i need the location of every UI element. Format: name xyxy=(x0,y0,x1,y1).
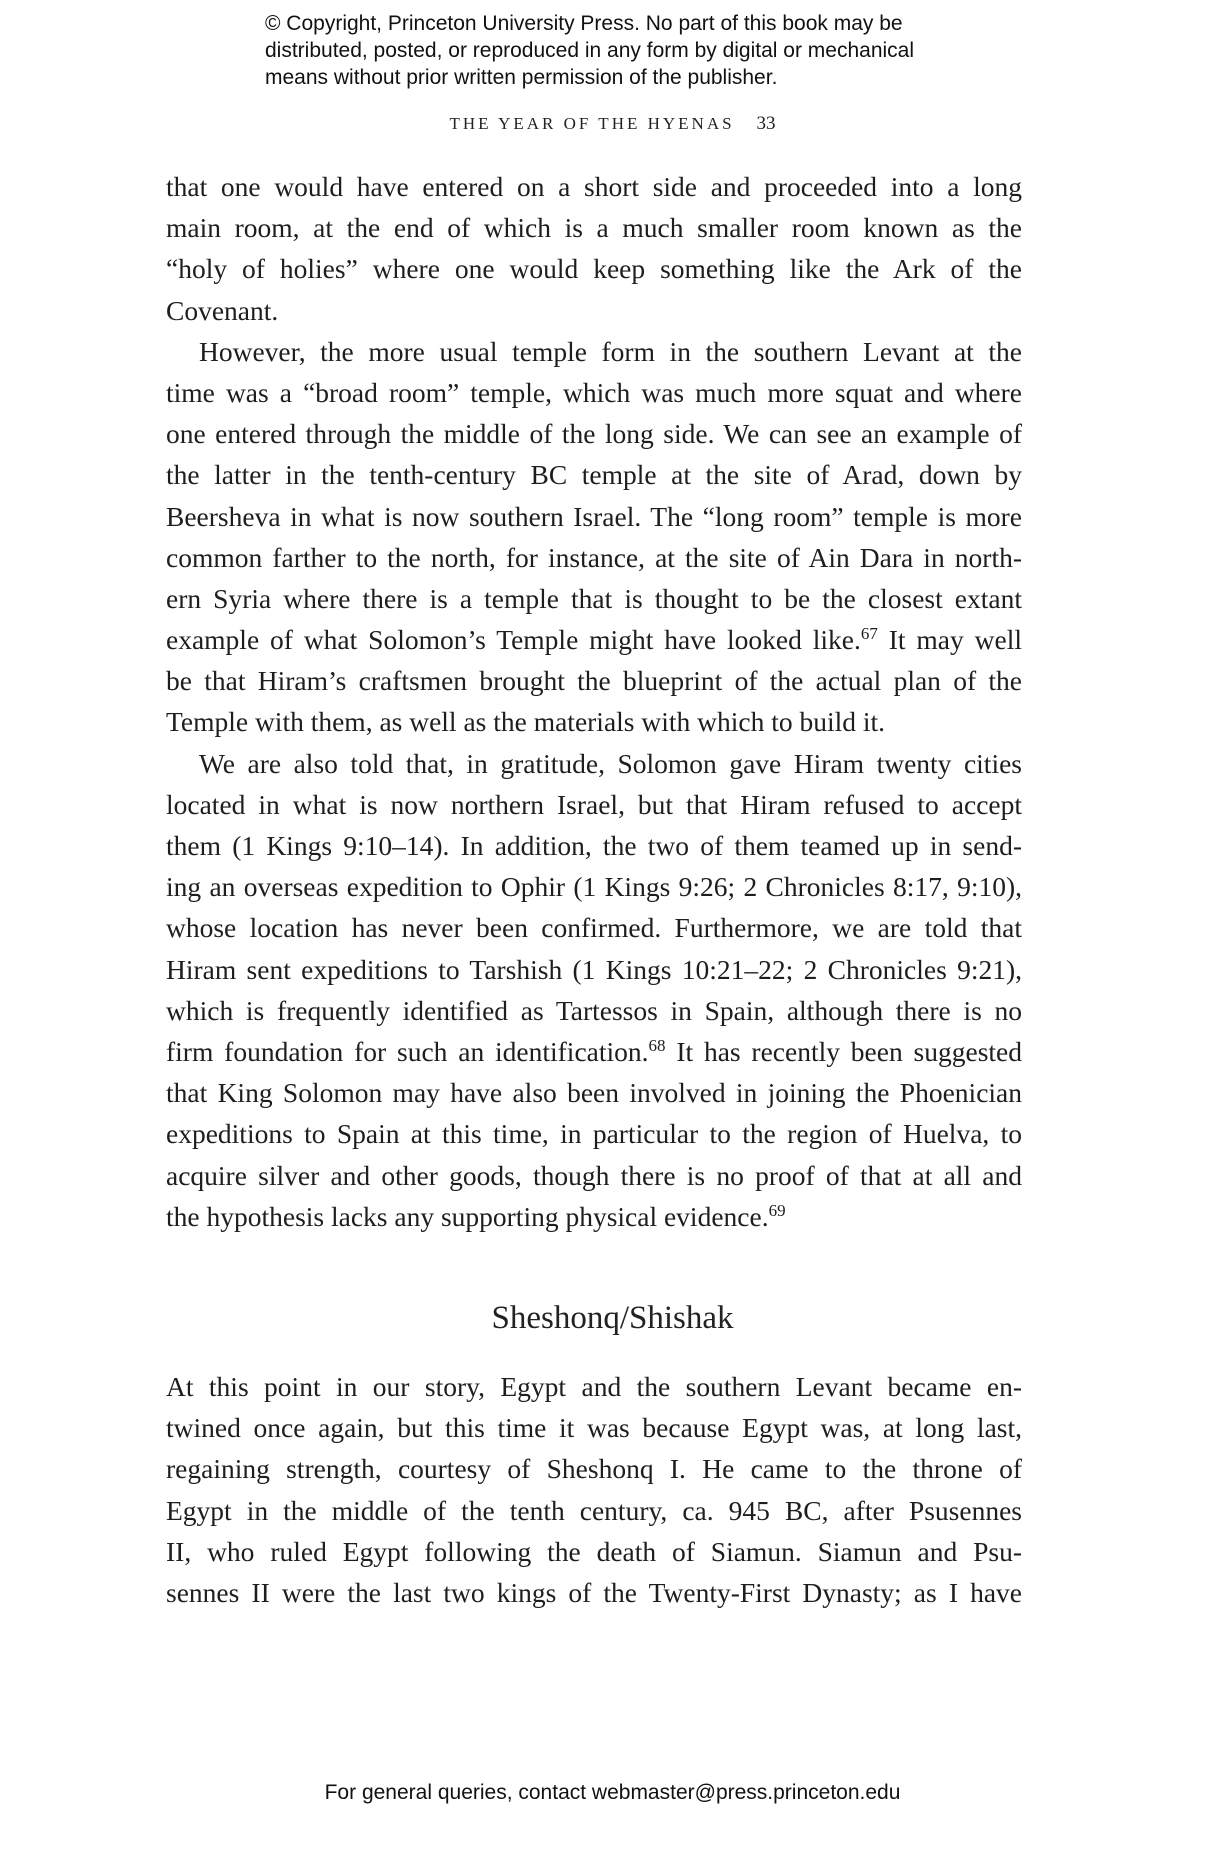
text-line xyxy=(166,990,1022,1031)
line-text: Hiram sent expeditions to Tarshish (1 Kings 10:21–22; 2 Chronicles 9:21), xyxy=(166,953,1022,985)
running-head-title: THE YEAR OF THE HYENAS xyxy=(449,114,735,133)
text-line xyxy=(166,825,1022,866)
line-text: acquire silver and other goods, though there is no proof of that at all and xyxy=(166,1159,1022,1191)
text-line xyxy=(166,1448,1022,1489)
line-text: which is frequently identified as Tartessos in Spain, although there is no xyxy=(166,994,1022,1026)
text-line xyxy=(166,1490,1022,1531)
line-text: At this point in our story, Egypt and the southern Levant became en- xyxy=(166,1371,1022,1402)
text-line xyxy=(166,701,1022,742)
line-text: sennes II were the last two kings of the Twenty-First Dynasty; as I have xyxy=(166,1576,1022,1608)
line-text: We are also told that, in gratitude, Solomon gave Hiram twenty cities xyxy=(199,747,1022,779)
line-text: common farther to the north, for instance, at the site of Ain Dara in north- xyxy=(166,541,1022,573)
line-text: firm foundation for such an identification. xyxy=(166,1035,649,1067)
footer-contact: For general queries, contact webmaster@press.princeton.edu xyxy=(324,1781,901,1804)
line-text: II, who ruled Egypt following the death of Siamun. Siamun and Psu- xyxy=(166,1535,1022,1567)
line-text: whose location has never been confirmed. Furthermore, we are told that xyxy=(166,912,1022,944)
text-line xyxy=(166,248,1022,289)
text-line xyxy=(166,496,1022,537)
line-text: It may well xyxy=(877,624,1022,656)
line-text: example of what Solomon’s Temple might have looked like. xyxy=(166,624,861,656)
line-text: regaining strength, courtesy of Sheshonq I. He came to the throne of xyxy=(166,1453,1022,1485)
line-text: Beersheva in what is now southern Israel. The “long room” temple is more xyxy=(166,500,1022,532)
running-head xyxy=(0,113,1225,135)
copyright-line: means without prior written permission of the publisher. xyxy=(265,66,778,89)
text-line xyxy=(166,1531,1022,1572)
line-text: them (1 Kings 9:10–14). In addition, the two of them teamed up in send- xyxy=(166,830,1022,861)
line-text: expeditions to Spain at this time, in particular to the region of Huelva, to xyxy=(166,1118,1022,1150)
line-text: the latter in the tenth-century BC temple at the site of Arad, down by xyxy=(166,459,1022,491)
line-text: that King Solomon may have also been involved in joining the Phoenician xyxy=(166,1077,1022,1109)
text-line xyxy=(166,207,1022,248)
line-text: that one would have entered on a short side and proceeded into a long xyxy=(166,171,1022,202)
line-text: the hypothesis lacks any supporting physical evidence. xyxy=(166,1200,769,1232)
line-text: Egypt in the middle of the tenth century, ca. 945 BC, after Psusennes xyxy=(166,1494,1022,1526)
text-line xyxy=(166,454,1022,495)
body-text-section-2 xyxy=(166,1366,1022,1613)
text-line xyxy=(166,1196,1022,1237)
line-text: It has recently been suggested xyxy=(665,1035,1022,1067)
copyright-line: distributed, posted, or reproduced in any form by digital or mechanical xyxy=(265,39,915,62)
text-line xyxy=(166,1572,1022,1613)
line-text: time was a “broad room” temple, which was much more squat and where xyxy=(166,376,1022,408)
text-line xyxy=(166,331,1022,372)
line-text: Temple with them, as well as the materials with which to build it. xyxy=(166,706,886,738)
copyright-notice xyxy=(265,10,914,91)
text-line xyxy=(166,866,1022,907)
text-line xyxy=(166,166,1022,207)
footnote-marker[interactable]: 69 xyxy=(768,1200,786,1220)
text-line xyxy=(166,537,1022,578)
line-text: ing an overseas expedition to Ophir (1 Kings 9:26; 2 Chronicles 8:17, 9:10), xyxy=(166,871,1022,903)
text-line xyxy=(166,907,1022,948)
section-heading: Sheshonq/Shishak xyxy=(491,1300,734,1336)
line-text: Covenant. xyxy=(166,294,279,326)
line-text: ern Syria where there is a temple that is thought to be the closest extant xyxy=(166,582,1022,614)
text-line xyxy=(166,660,1022,701)
line-text: However, the more usual temple form in the southern Levant at the xyxy=(199,335,1022,367)
text-line xyxy=(166,1366,1022,1407)
body-text-section-1 xyxy=(166,166,1022,1237)
line-text: twined once again, but this time it was because Egypt was, at long last, xyxy=(166,1412,1022,1444)
text-line xyxy=(166,1155,1022,1196)
text-line xyxy=(166,290,1022,331)
text-line xyxy=(166,1407,1022,1448)
text-line xyxy=(166,743,1022,784)
text-line xyxy=(166,1072,1022,1113)
footnote-marker[interactable]: 67 xyxy=(860,624,878,644)
copyright-line: © Copyright, Princeton University Press. No part of this book may be xyxy=(265,12,903,35)
page-number: 33 xyxy=(756,113,776,134)
text-line xyxy=(166,578,1022,619)
text-line xyxy=(166,413,1022,454)
text-line xyxy=(166,372,1022,413)
text-line xyxy=(166,949,1022,990)
text-line xyxy=(166,1031,1022,1072)
line-text: main room, at the end of which is a much smaller room known as the xyxy=(166,212,1022,244)
footnote-marker[interactable]: 68 xyxy=(648,1035,666,1055)
line-text: one entered through the middle of the long side. We can see an example of xyxy=(166,418,1022,450)
text-line xyxy=(166,619,1022,660)
line-text: located in what is now northern Israel, but that Hiram refused to accept xyxy=(166,788,1022,820)
line-text: be that Hiram’s craftsmen brought the blueprint of the actual plan of the xyxy=(166,665,1022,697)
line-text: “holy of holies” where one would keep something like the Ark of the xyxy=(166,253,1022,285)
text-line xyxy=(166,1113,1022,1154)
text-line xyxy=(166,784,1022,825)
